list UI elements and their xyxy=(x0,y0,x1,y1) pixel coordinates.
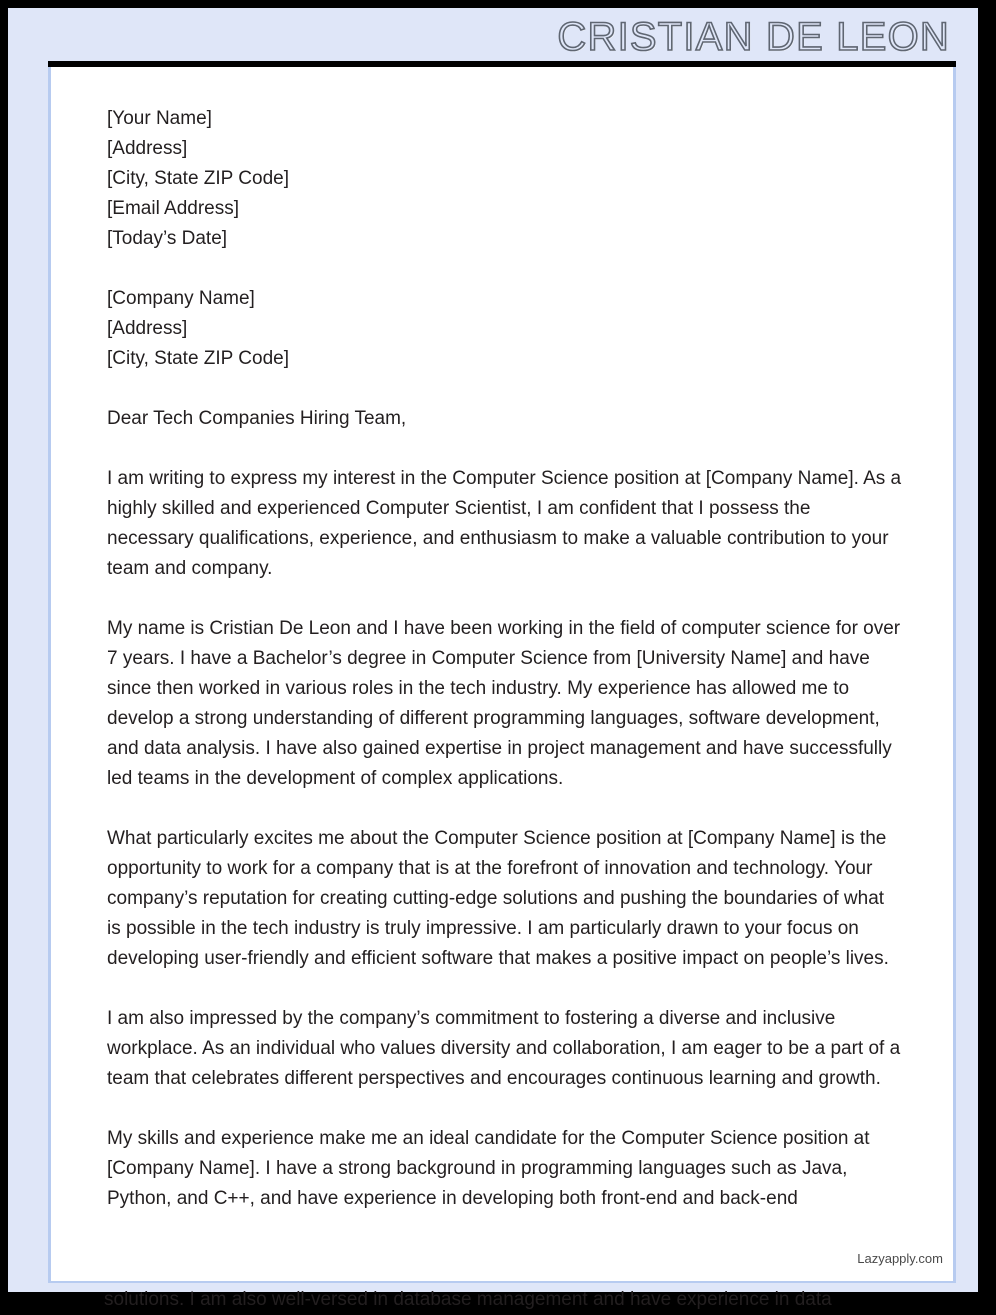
sender-address-line: [Today’s Date] xyxy=(107,228,228,249)
page-title: CRISTIAN DE LEON xyxy=(557,15,950,59)
letter-paragraph: My skills and experience make me an ideal candidate for the Computer Science position at [Company Name]. I have a strong background in programming languages such as Java, Python, and C++, and have experience in developing both front-end and back-end xyxy=(107,1128,870,1209)
page-canvas xyxy=(8,8,978,1310)
recipient-address-line: [Company Name] xyxy=(107,288,255,309)
sender-address-line: [Address] xyxy=(107,138,188,159)
recipient-address-line: [Address] xyxy=(107,318,188,339)
letterhead-band xyxy=(8,8,978,61)
letter-paragraph: I am also impressed by the company’s commitment to fostering a diverse and inclusive workplace. As an individual who values diversity and collaboration, I am eager to be a part of a team that celebrates different perspectives and encourages continuous learning and growth. xyxy=(107,1008,901,1089)
watermark: Lazyapply.com xyxy=(857,1251,943,1266)
letter-paragraph: What particularly excites me about the Computer Science position at [Company Name] is the opportunity to work for a company that is at the forefront of innovation and technology. Your company’s reputation for creating cutting-edge solutions and pushing the boundaries of what is possible in the tech industry is truly impressive. I am particularly drawn to your focus on developing user-friendly and efficient software that makes a positive impact on people’s lives. xyxy=(107,828,889,969)
letter-body xyxy=(107,104,902,1244)
sender-address-block xyxy=(107,104,902,254)
salutation: Dear Tech Companies Hiring Team, xyxy=(107,408,407,429)
sender-address-line: [Email Address] xyxy=(107,198,239,219)
letter-paragraph: I am writing to express my interest in the Computer Science position at [Company Name]. As a highly skilled and experienced Computer Scientist, I am confident that I possess the necessary qualifications, experience, and enthusiasm to make a valuable contribution to your team and company. xyxy=(107,468,902,579)
sender-address-line: [Your Name] xyxy=(107,108,212,129)
recipient-address-line: [City, State ZIP Code] xyxy=(107,348,289,369)
recipient-address-block xyxy=(107,284,902,374)
letter-overflow-line: solutions. I am also well-versed in database management and have experience in data xyxy=(104,1289,832,1310)
letter-paragraph: My name is Cristian De Leon and I have been working in the field of computer science for over 7 years. I have a Bachelor’s degree in Computer Science from [University Name] and have since then worked in various roles in the tech industry. My experience has allowed me to develop a strong understanding of different programming languages, software development, and data analysis. I have also gained expertise in project management and have successfully led teams in the development of complex applications. xyxy=(107,618,901,789)
letter-sheet xyxy=(48,67,956,1283)
sender-address-line: [City, State ZIP Code] xyxy=(107,168,289,189)
